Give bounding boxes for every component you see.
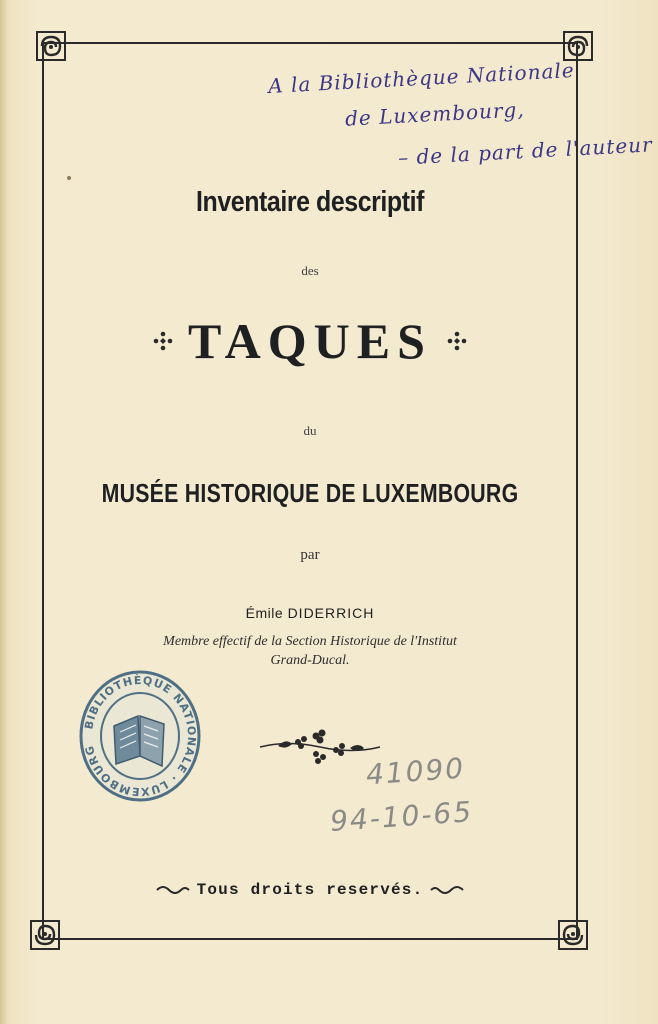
pencil-accession-date: 94-10-65 [329,795,475,838]
pencil-accession-number: 41090 [364,751,467,792]
floral-vignette-icon [258,724,382,770]
author-connector-par: par [300,547,320,563]
corner-ornament-icon [28,918,62,952]
museum-name: MUSÉE HISTORIQUE DE LUXEMBOURG [101,478,519,508]
corner-ornament-icon [556,918,590,952]
dedication-line-1: A la Bibliothèque Nationale [267,57,576,99]
rights-notice [42,881,578,901]
main-title-row [42,312,578,370]
title-connector-des: des [301,263,319,278]
title-connector-du: du [303,423,317,438]
dedication-line-3: – de la part de l'auteur [397,132,654,170]
author-first-name: Émile [245,605,284,621]
dedication-line-2: de Luxembourg, [344,97,526,131]
author-last-name: DIDERRICH [287,605,375,621]
rights-text: Tous droits reservés. [196,881,424,899]
author-name [42,605,578,621]
affiliation-line-1: Membre effectif de la Section Historique de l'Institut [163,634,457,649]
diamond-ornament-icon [152,330,174,352]
stamp-text: BIBLIOTHÈQUE NATIONALE · LUXEMBOURG [82,673,199,799]
affiliation-line-2: Grand-Ducal. [270,653,350,668]
author-affiliation [42,632,578,670]
library-stamp-icon [78,668,202,804]
swash-left-icon [155,884,191,896]
title-line: Inventaire descriptif [196,186,424,218]
swash-right-icon [429,884,465,896]
page-edge [0,0,7,1024]
corner-ornament-icon [34,29,68,63]
diamond-ornament-icon [446,330,468,352]
main-title: TAQUES [188,313,432,369]
